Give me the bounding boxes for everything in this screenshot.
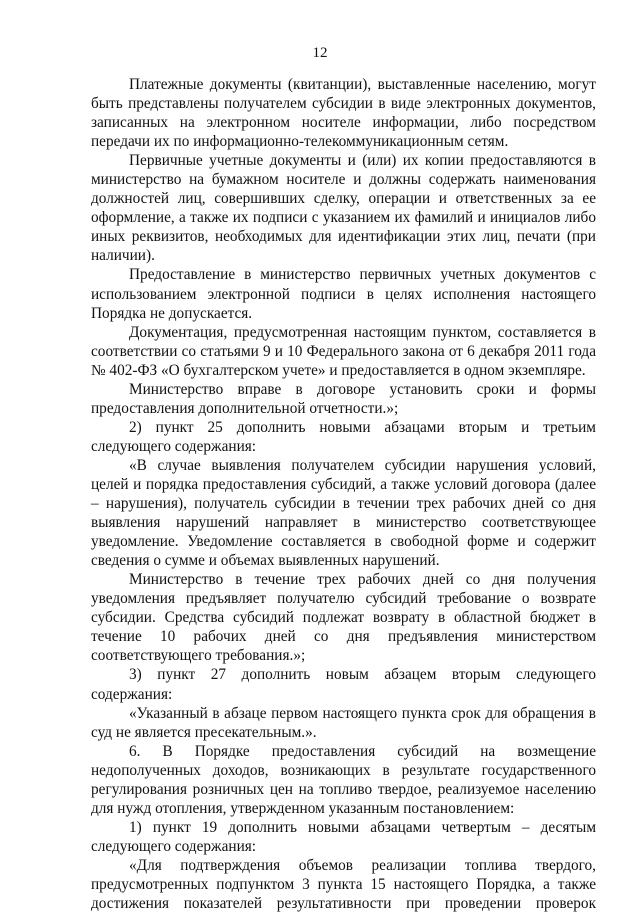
paragraph-ministry-reporting: Министерство вправе в договоре установить сроки и формы предоставления дополнительной отчетности.»; bbox=[91, 380, 596, 417]
paragraph-item-3: 3) пункт 27 дополнить новым абзацем вторым следующего содержания: bbox=[91, 666, 596, 703]
paragraph-item-1: 1) пункт 19 дополнить новыми абзацами четвертым – десятым следующего содержания: bbox=[91, 818, 596, 855]
paragraph-section-6: 6. В Порядке предоставления субсидий на возмещение недополученных доходов, возникающих в результате государственного регулирования розничных цен на топливо твердое, реализуемое населению для нужд отопления, утвержденном указанным постановлением: bbox=[91, 742, 596, 817]
paragraph-primary-documents: Первичные учетные документы и (или) их копии предоставляются в министерство на бумажном носителе и должны содержать наименования должностей лиц, совершивших сделку, операции и ответственных за ее оформление, а также их подписи с указанием их фамилий и инициалов либо иных реквизитов, необходимых для идентификации этих лиц, печати (при наличии). bbox=[91, 152, 596, 265]
paragraph-payment-documents: Платежные документы (квитанции), выставленные населению, могут быть представлены получателем субсидии в виде электронных документов, записанных на электронном носителе информации, либо посредством передачи их по информационно-телекоммуникационным сетям. bbox=[91, 76, 596, 151]
paragraph-confirmation: «Для подтверждения объемов реализации топлива твердого, предусмотренных подпунктом 3 пункта 15 настоящего Порядка, а также достижения показателей результативности при проведении проверок bbox=[91, 856, 596, 913]
document-body bbox=[91, 75, 596, 913]
paragraph-documentation: Документация, предусмотренная настоящим пунктом, составляется в соответствии со статьями 9 и 10 Федерального закона от 6 декабря 2011 года № 402-ФЗ «О бухгалтерском учете» и предоставляется в одном экземпляре. bbox=[91, 323, 596, 379]
paragraph-court-deadline: «Указанный в абзаце первом настоящего пункта срок для обращения в суд не является пресекательным.». bbox=[91, 704, 596, 741]
paragraph-violations: «В случае выявления получателем субсидии нарушения условий, целей и порядка предоставления субсидий, а также условий договора (далее – нарушения), получатель субсидии в течении трех рабочих дней со дня выявления нарушений направляет в министерство соответствующее уведомление. Уведомление составляется в свободной форме и содержит сведения о сумме и объемах выявленных нарушений. bbox=[91, 456, 596, 570]
paragraph-electronic-signature: Предоставление в министерство первичных учетных документов с использованием электронной подписи в целях исполнения настоящего Порядка не допускается. bbox=[91, 266, 596, 322]
page-number: 12 bbox=[312, 45, 328, 61]
paragraph-item-2: 2) пункт 25 дополнить новыми абзацами вторым и третьим следующего содержания: bbox=[91, 418, 596, 455]
paragraph-refund-requirement: Министерство в течение трех рабочих дней со дня получения уведомления предъявляет получателю субсидий требование о возврате субсидии. Средства субсидий подлежат возврату в областной бюджет в течение 10 рабочих дней со дня предъявления министерством соответствующего требования.»; bbox=[91, 571, 596, 665]
